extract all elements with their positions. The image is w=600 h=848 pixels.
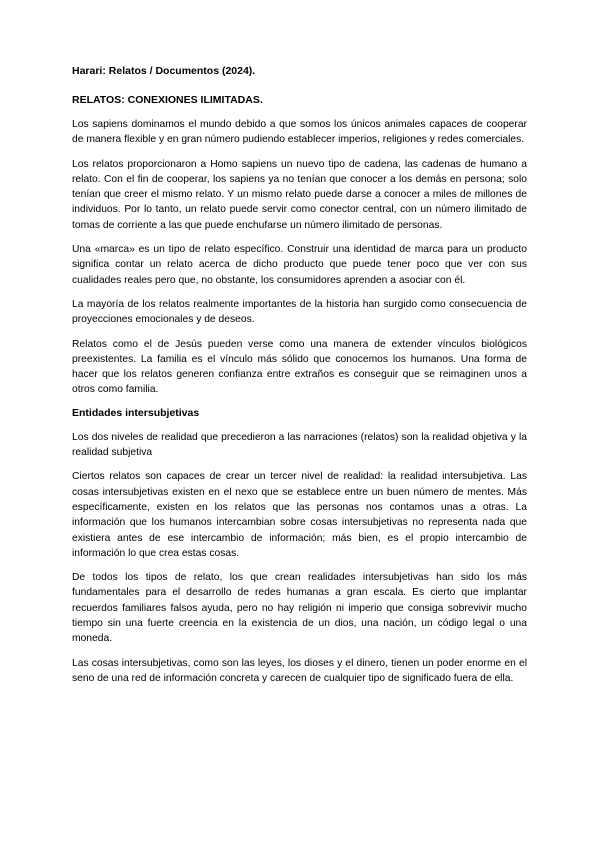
document-meta-heading: Harari: Relatos / Documentos (2024). (72, 65, 256, 77)
paragraph: Los dos niveles de realidad que precedieron a las narraciones (relatos) son la realidad objetiva y la realidad subjetiva (72, 431, 527, 459)
paragraph: Ciertos relatos son capaces de crear un tercer nivel de realidad: la realidad intersubjetiva. Las cosas intersubjetivas existen en el nexo que se establece entre un buen número de mentes. Más específicamente, existen en los relatos que las personas nos contamos unas a otras. La información que los humanos intercambian sobre cosas intersubjetivas no representa nada que existiera antes de ese intercambio de información; más bien, es el propio intercambio de información lo que crea estas cosas. (72, 471, 527, 559)
paragraph: Relatos como el de Jesús pueden verse como una manera de extender vínculos biológicos preexistentes. La familia es el vínculo más sólido que conocemos los humanos. Una forma de hacer que los relatos generen confianza entre extraños es conseguir que se reimaginen unos a otros como familia. (72, 338, 527, 396)
paragraph: Una «marca» es un tipo de relato específico. Construir una identidad de marca para un producto significa contar un relato acerca de dicho producto que puede tener poco que ver con sus cualidades reales pero que, no obstante, los consumidores aprenden a asociar con él. (72, 244, 527, 286)
paragraph: Las cosas intersubjetivas, como son las leyes, los dioses y el dinero, tienen un poder enorme en el seno de una red de información concreta y carecen de cualquier tipo de significado fuera de ella. (72, 657, 527, 684)
document-title: RELATOS: CONEXIONES ILIMITADAS. (72, 94, 263, 106)
document-page (72, 65, 527, 695)
paragraph: Los sapiens dominamos el mundo debido a que somos los únicos animales capaces de cooperar de manera flexible y en gran número pudiendo establecer imperios, religiones y redes comerciales. (72, 119, 527, 146)
paragraph: De todos los tipos de relato, los que crean realidades intersubjetivas han sido los más fundamentales para el desarrollo de redes humanas a gran escala. Es cierto que implantar recuerdos familiares falsos ayuda, pero no hay religión ni imperio que consiga sobrevivir mucho tiempo sin una fuerte creencia en la existencia de un dios, una nación, un código legal o una moneda. (72, 572, 527, 645)
paragraph: La mayoría de los relatos realmente importantes de la historia han surgido como consecuencia de proyecciones emocionales y de deseos. (72, 298, 527, 326)
paragraph: Los relatos proporcionaron a Homo sapiens un nuevo tipo de cadena, las cadenas de humano a relato. Con el fin de cooperar, los sapiens ya no tenían que conocer a los demás en persona; solo tenían que creer el mismo relato. Y un mismo relato puede darse a conocer a miles de millones de individuos. Por lo tanto, un relato puede servir como conector central, con un número ilimitado de tomas de corriente a las que puede enchufarse un número ilimitado de personas. (72, 158, 527, 231)
section-heading: Entidades intersubjetivas (72, 406, 200, 419)
